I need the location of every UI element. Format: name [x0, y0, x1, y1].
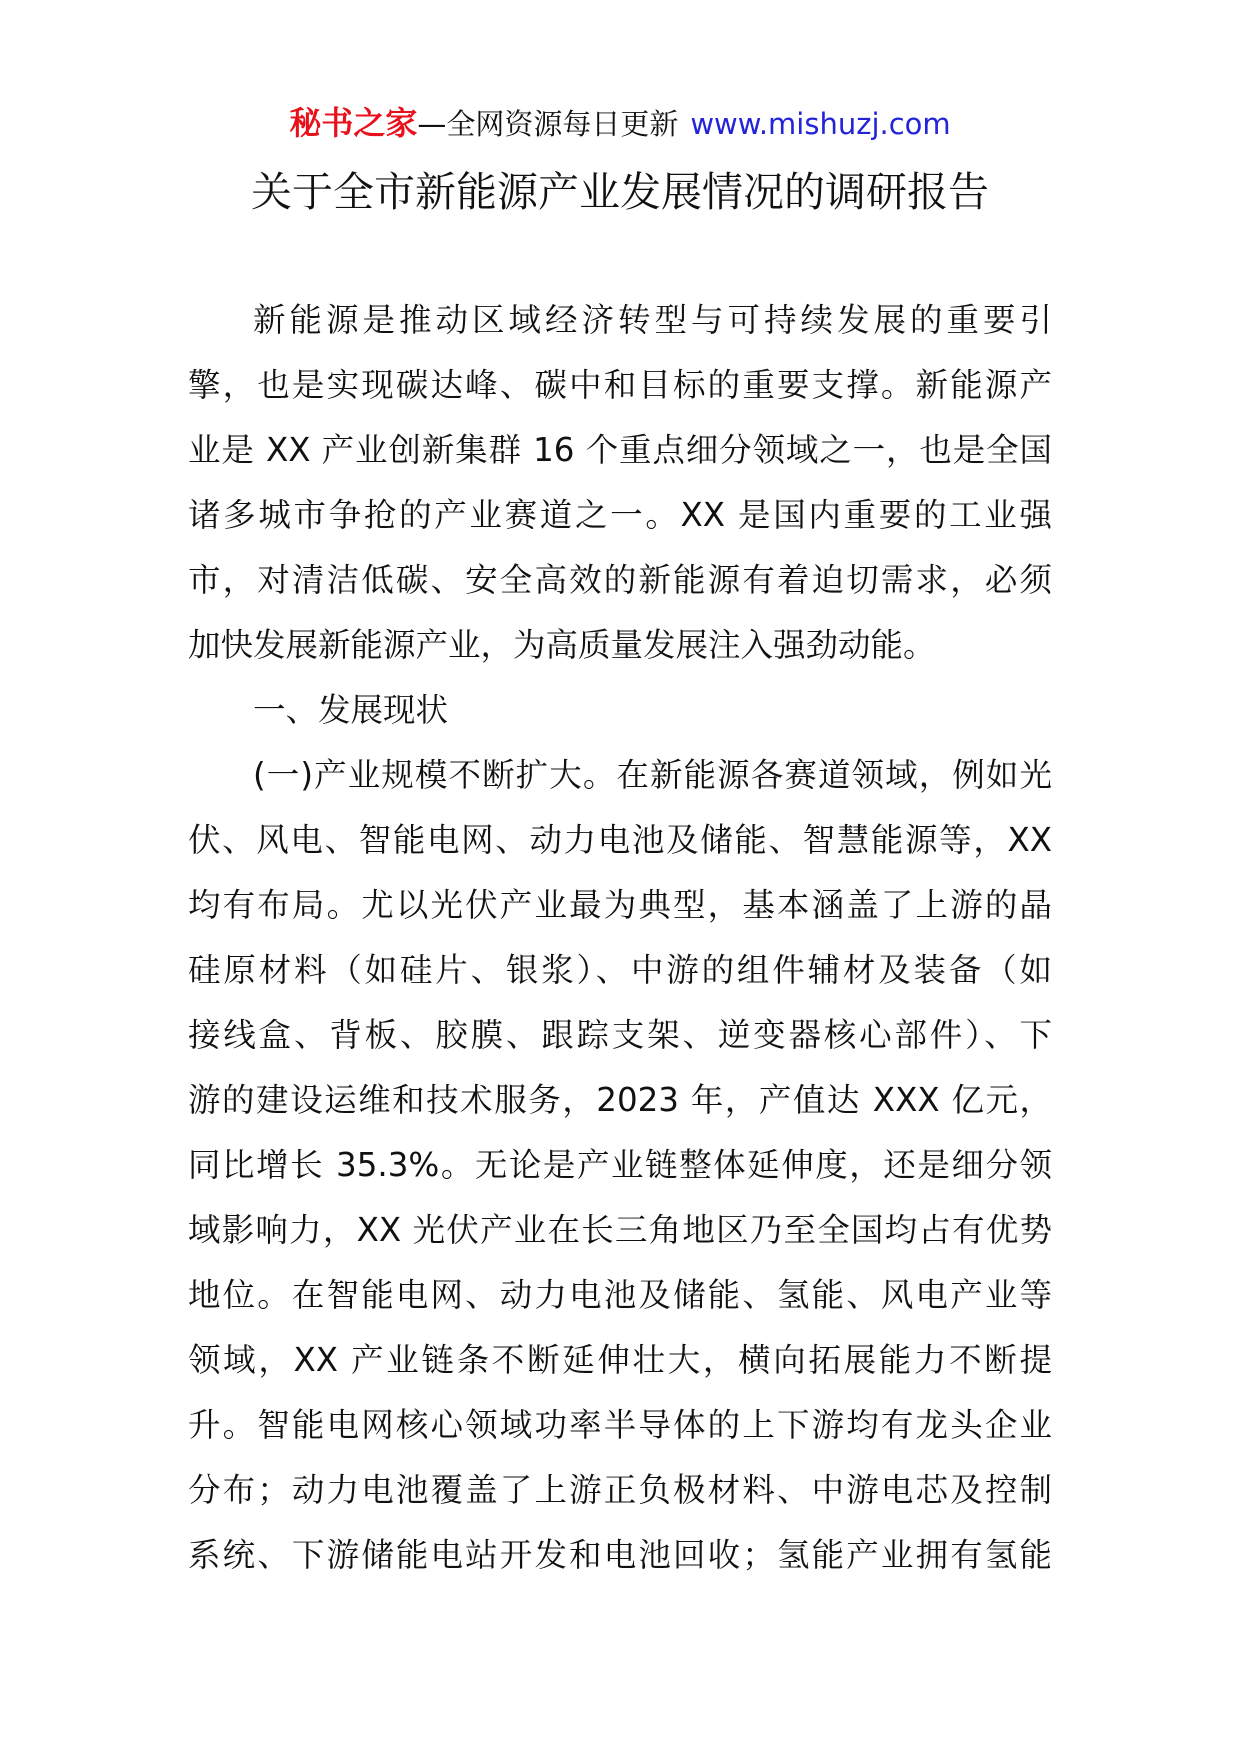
paragraph-line: 分布；动力电池覆盖了上游正负极材料、中游电芯及控制	[188, 1471, 1052, 1509]
paragraph-line: 同比增长 35.3%。无论是产业链整体延伸度，还是细分领	[188, 1146, 1052, 1184]
intro-paragraph	[188, 288, 1052, 678]
paragraph-line: 系统、下游储能电站开发和电池回收；氢能产业拥有氢能	[188, 1536, 1052, 1574]
site-url-link[interactable]: www.mishuzj.com	[690, 107, 951, 141]
paragraph-line: 升。智能电网核心领域功率半导体的上下游均有龙头企业	[188, 1406, 1052, 1444]
paragraph-line: 均有布局。尤以光伏产业最为典型，基本涵盖了上游的晶	[188, 886, 1052, 924]
paragraph-line: 诸多城市争抢的产业赛道之一。XX 是国内重要的工业强	[188, 496, 1052, 534]
brand-name: 秘书之家	[289, 104, 418, 142]
paragraph-line: 硅原材料（如硅片、银浆）、中游的组件辅材及装备（如	[188, 951, 1052, 989]
paragraph-line: 擎，也是实现碳达峰、碳中和目标的重要支撑。新能源产	[188, 366, 1052, 404]
page-header	[0, 98, 1240, 148]
paragraph-line: 域影响力，XX 光伏产业在长三角地区乃至全国均占有优势	[188, 1211, 1052, 1249]
paragraph-line: 领域，XX 产业链条不断延伸壮大，横向拓展能力不断提	[188, 1341, 1052, 1379]
paragraph-line: 市，对清洁低碳、安全高效的新能源有着迫切需求，必须	[188, 561, 1052, 599]
paragraph-line: 接线盒、背板、胶膜、跟踪支架、逆变器核心部件）、下	[188, 1016, 1052, 1054]
section-heading	[188, 678, 1052, 743]
paragraph-line: 新能源是推动区域经济转型与可持续发展的重要引	[253, 301, 1052, 339]
document-title: 关于全市新能源产业发展情况的调研报告	[251, 168, 989, 216]
paragraph-line: 伏、风电、智能电网、动力电池及储能、智慧能源等，XX	[188, 821, 1052, 859]
paragraph-line: 地位。在智能电网、动力电池及储能、氢能、风电产业等	[188, 1276, 1052, 1314]
section-heading-text: 一、发展现状	[253, 691, 449, 729]
body-paragraph	[188, 743, 1052, 1588]
paragraph-line: 业是 XX 产业创新集群 16 个重点细分领域之一，也是全国	[188, 431, 1052, 469]
paragraph-line: (一)产业规模不断扩大。在新能源各赛道领域，例如光	[253, 756, 1052, 794]
paragraph-line: 加快发展新能源产业，为高质量发展注入强劲动能。	[188, 626, 936, 664]
document-body	[188, 288, 1052, 1588]
header-tagline: —全网资源每日更新	[417, 107, 679, 141]
paragraph-line: 游的建设运维和技术服务，2023 年，产值达 XXX 亿元，	[188, 1081, 1052, 1119]
